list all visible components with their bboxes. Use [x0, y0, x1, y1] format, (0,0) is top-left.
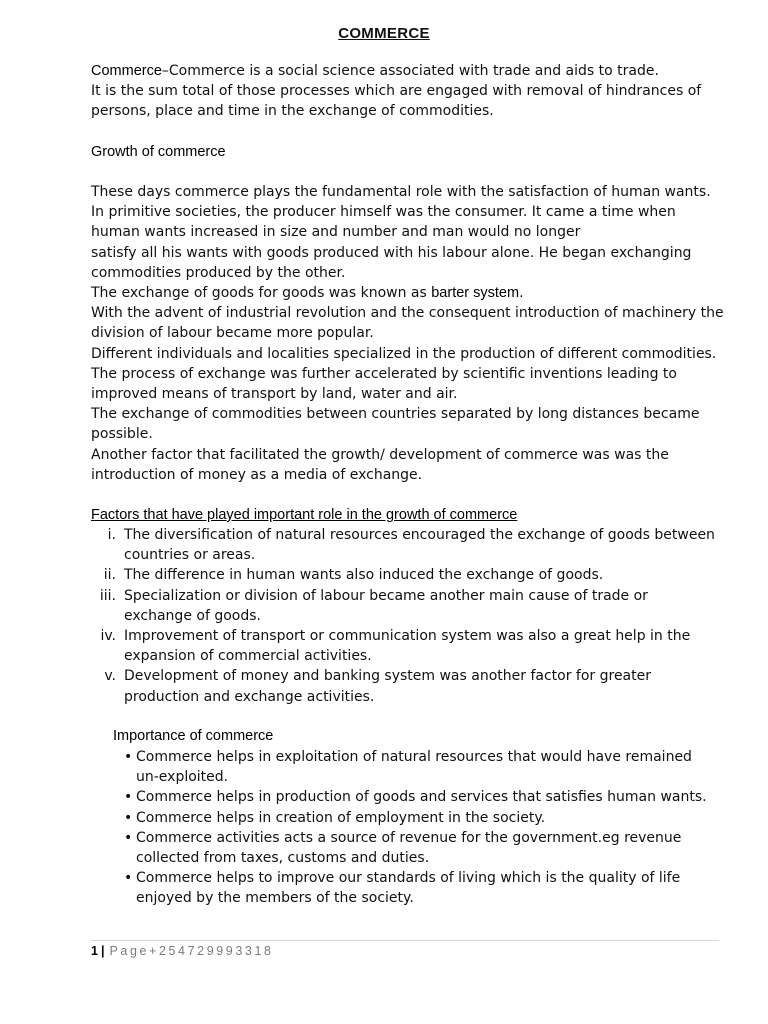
bullet-icon: •: [124, 789, 133, 806]
barter-prefix: The exchange of goods for goods was known as: [91, 285, 432, 302]
intro-line: –Commerce is a social science associated with trade and aids to trade.: [161, 63, 659, 79]
growth-line: In primitive societies, the producer himself was the consumer. It came a time when: [91, 204, 676, 221]
growth-line: division of labour became more popular.: [91, 325, 374, 342]
footer-separator: |: [100, 944, 105, 958]
growth-line: human wants increased in size and number and man would no longer: [91, 224, 581, 241]
list-item: [88, 626, 728, 666]
list-number: v.: [104, 668, 116, 685]
growth-heading: Growth of commerce: [91, 144, 226, 160]
list-number: iii.: [99, 587, 116, 604]
list-item: [88, 525, 728, 565]
bullet-text: Commerce activities acts a source of revenue for the government.eg revenue: [136, 829, 682, 846]
bullet-icon: •: [124, 870, 133, 887]
list-item: [88, 586, 728, 626]
growth-line: improved means of transport by land, water and air.: [91, 386, 458, 403]
factors-heading: Factors that have played important role in the growth of commerce: [91, 507, 518, 523]
bullet-text: collected from taxes, customs and duties.: [136, 850, 430, 867]
page-number: 1: [91, 944, 98, 958]
intro-paragraph: [91, 61, 731, 122]
list-item-text: countries or areas.: [124, 547, 256, 564]
factors-list: [88, 525, 728, 707]
barter-term: barter system: [431, 285, 520, 302]
footer-text: Page+254729993318: [109, 944, 274, 958]
list-item: [88, 565, 728, 585]
intro-term: Commerce: [91, 63, 162, 79]
list-item-text: The diversification of natural resources encouraged the exchange of goods between: [124, 527, 715, 543]
bullet-icon: •: [124, 829, 133, 846]
growth-line: possible.: [91, 426, 153, 443]
growth-line: With the advent of industrial revolution and the consequent introduction of machinery the: [91, 305, 724, 322]
list-number: ii.: [103, 567, 116, 584]
list-item-text: production and exchange activities.: [124, 688, 375, 705]
bullet-text: un-exploited.: [136, 769, 229, 786]
importance-heading: Importance of commerce: [113, 728, 274, 744]
bullet-icon: •: [124, 809, 133, 826]
list-number: iv.: [100, 628, 116, 645]
page-title: COMMERCE: [338, 25, 430, 42]
growth-line: commodities produced by the other.: [91, 264, 346, 281]
bullet-text: enjoyed by the members of the society.: [136, 890, 414, 907]
growth-line: Another factor that facilitated the growth/ development of commerce was was the: [91, 446, 669, 463]
footer-divider: [91, 940, 719, 941]
bullet-item: [124, 787, 734, 807]
page-footer: [91, 944, 274, 958]
intro-line: persons, place and time in the exchange of commodities.: [91, 103, 494, 120]
importance-list: [124, 747, 734, 909]
bullet-text: Commerce helps in creation of employment in the society.: [136, 809, 546, 826]
growth-paragraph: [91, 182, 731, 485]
intro-line: It is the sum total of those processes which are engaged with removal of hindrances of: [91, 83, 702, 100]
barter-suffix: .: [519, 285, 524, 302]
factors-section: [91, 505, 731, 525]
bullet-item: [124, 808, 734, 828]
growth-line: Different individuals and localities specialized in the production of different commodities.: [91, 345, 717, 362]
growth-line: The process of exchange was further accelerated by scientific inventions leading to: [91, 365, 677, 382]
growth-line: These days commerce plays the fundamental role with the satisfaction of human wants.: [91, 184, 711, 200]
bullet-text: Commerce helps in production of goods and services that satisfies human wants.: [136, 789, 707, 806]
growth-section: [91, 142, 731, 162]
bullet-item: [124, 868, 734, 908]
bullet-text: Commerce helps in exploitation of natural resources that would have remained: [136, 749, 692, 765]
list-item-text: Improvement of transport or communication system was also a great help in the: [124, 628, 691, 645]
list-item-text: exchange of goods.: [124, 607, 261, 624]
bullet-text: Commerce helps to improve our standards of living which is the quality of life: [136, 870, 681, 887]
bullet-item: [124, 828, 734, 868]
list-item-text: The difference in human wants also induced the exchange of goods.: [124, 567, 604, 584]
growth-line: The exchange of commodities between countries separated by long distances became: [91, 406, 700, 423]
list-item-text: Development of money and banking system was another factor for greater: [124, 668, 651, 685]
list-number: i.: [107, 527, 116, 543]
list-item: [88, 666, 728, 706]
bullet-icon: •: [124, 749, 133, 765]
growth-line: satisfy all his wants with goods produced with his labour alone. He began exchanging: [91, 244, 692, 261]
list-item-text: expansion of commercial activities.: [124, 648, 372, 665]
bullet-item: [124, 747, 734, 787]
growth-line: introduction of money as a media of exchange.: [91, 466, 423, 483]
list-item-text: Specialization or division of labour became another main cause of trade or: [124, 587, 648, 604]
